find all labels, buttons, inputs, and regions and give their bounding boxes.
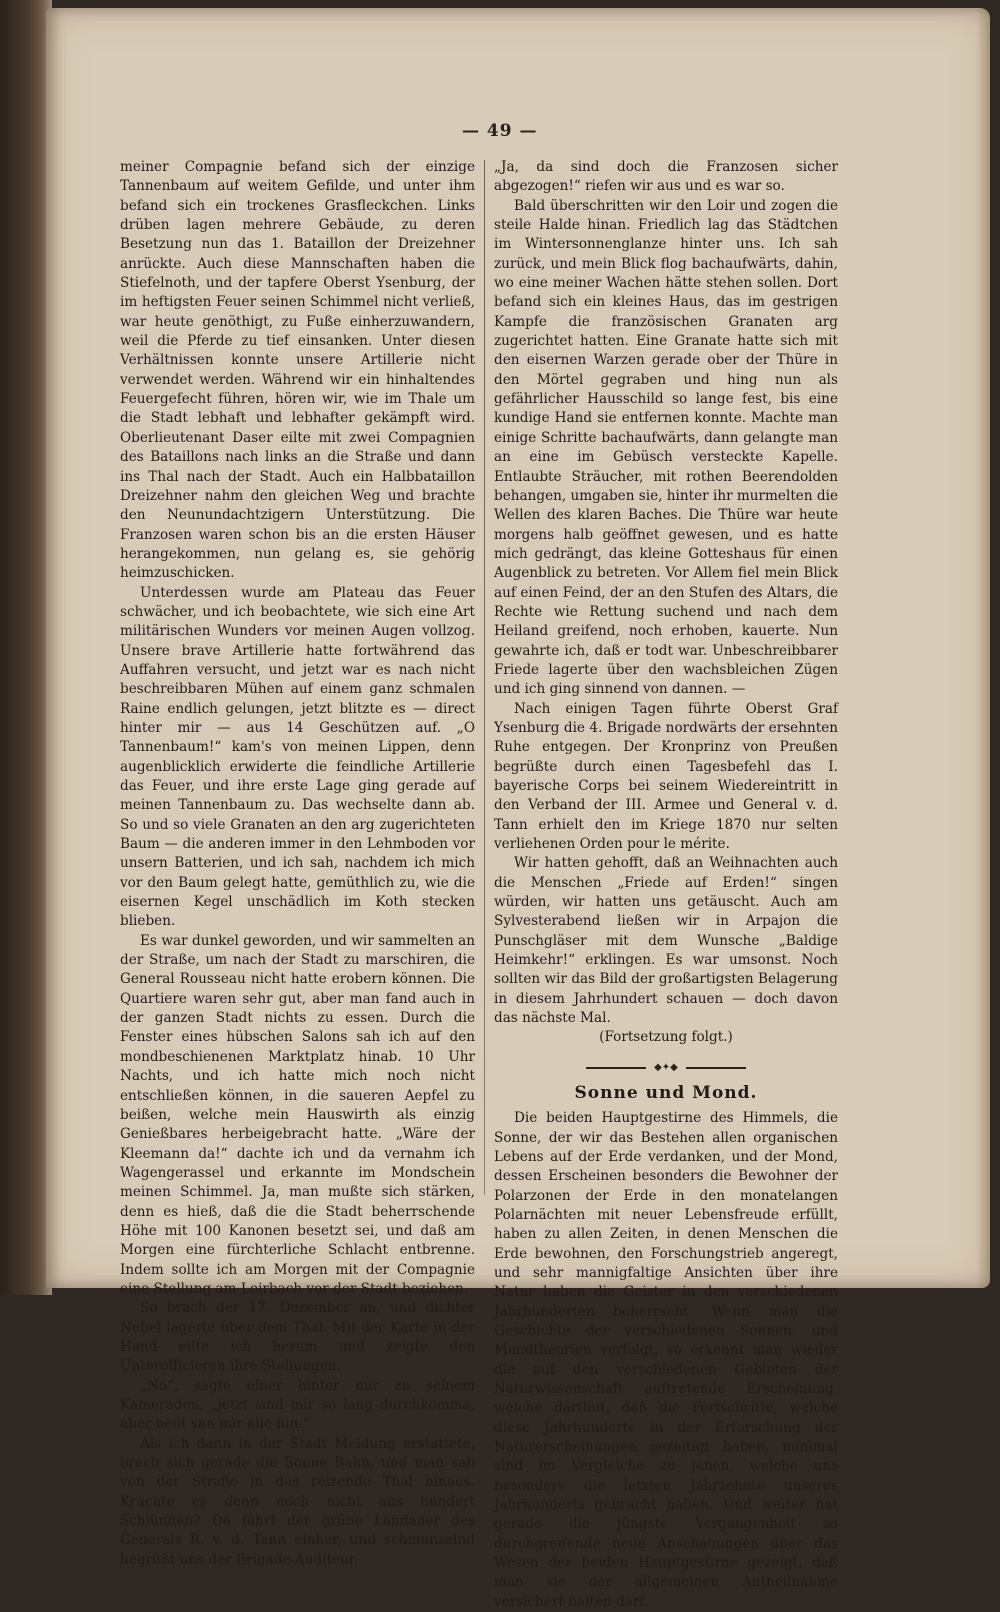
left-paragraph-1: meiner Compagnie befand sich der einzige Tannenbaum auf weitem Gefilde, und unter ihm befand sich ein trockenes Grasfleckchen. Links drüben lagen mehrere Gebäude, zu deren Besetzung nun das 1. Bataillon der Dreizehner anrückte. Auch diese Mannschaften haben die Stiefelnoth, und der tapfere Oberst Ysenburg, der im heftigsten Feuer seinen Schimmel nicht verließ, war heute genöthigt, zu Fuße einherzuwandern, weil die Pferde zu tief einsanken. Unter diesen Verhältnissen konnte unsere Artillerie nicht verwendet werden. Während wir ein hinhaltendes Feuergefecht führen, hören wir, wie im Thale um die Stadt lebhaft und lebhafter gekämpft wird. Oberlieutenant Daser eilte mit zwei Compagnien des Bataillons nach links an die Straße und dann ins Thal nach der Stadt. Auch ein Halbbataillon Dreizehner nahm den gleichen Weg und brachte den Neunundachtzigern Unterstützung. Die Franzosen waren schon bis an die ersten Häuser herangekommen, nun gelang es, sie gehörig heimzuschicken. [120, 159, 475, 582]
left-paragraph-6: Als ich dann in der Stadt Meldung erstattete, brach sich gerade die Sonne Bahn, und man sah von der Straße in das reizende Thal hinaus. Krachte es denn noch nicht aus hundert Schlünden? Da fährt der grüne Landauer des Generals R. v. d. Tann einher, und schmunzelnd begrüßt uns der Brigade-Auditeur. [120, 1435, 475, 1568]
left-paragraph-5: „No“, sagte einer hinter mir zu seinem Kameraden, „jetzt sind mir so lang durchkomma, aber heut san mir alle hin.“ [120, 1377, 475, 1433]
left-paragraph-4: So brach der 17. Dezember an, und dichter Nebel lagerte über dem Thal. Mit der Karte in der Hand eilte ich herum und zeigte den Unterofficieren ihre Stellungen. [120, 1300, 475, 1375]
right-paragraph-1: „Ja, da sind doch die Franzosen sicher abgezogen!“ riefen wir aus und es war so. [494, 159, 838, 195]
right-paragraph-2: Bald überschritten wir den Loir und zogen die steile Halde hinan. Friedlich lag das Städtchen im Wintersonnenglanze hinter uns. Ich sah zurück, und mein Blick flog bachaufwärts, dahin, wo eine meiner Wachen hätte stehen sollen. Dort befand sich ein kleines Haus, das im gestrigen Kampfe die französischen Granaten arg zugerichtet hatten. Eine Granate hatte sich mit den eisernen Warzen gerade ober der Thüre in den Mörtel gegraben und hing nun als gefährlicher Hausschild so lange fest, bis eine kundige Hand sie entfernen konnte. Machte man einige Schritte bachaufwärts, dann gelangte man an eine im Gebüsch versteckte Kapelle. Entlaubte Sträucher, mit rothen Beerendolden behangen, umgaben sie, hinter ihr murmelten die Wellen des klaren Baches. Die Thüre war heute morgens halb geöffnet gewesen, und es hatte mich gedrängt, das kleine Gotteshaus für einen Augenblick zu betreten. Vor Allem fiel mein Blick auf einen Feind, der an den Stufen des Altars, die Rechte wie Rettung suchend und nach dem Heiland greifend, noch erhoben, kauerte. Nun gewahrte ich, daß er todt war. Unbeschreibbarer Friede lagerte über den wachsbleichen Zügen und ich ging sinnend von dannen. — [494, 197, 838, 698]
section-paragraph-1: Die beiden Hauptgestirne des Himmels, die Sonne, der wir das Bestehen allen organischen Lebens auf der Erde verdanken, und der Mond, dessen Erscheinen besonders die Bewohner der Polarzonen der Erde in den monatelangen Polarnächten mit neuer Lebensfreude erfüllt, haben zu allen Zeiten, in denen Menschen die Erde bewohnen, den Forschungstrieb angeregt, und sehr mannigfaltige Ansichten über ihre Natur haben die Geister in den verschiedenen Jahrhunderten beherrscht. Wenn man die Geschichte der verschiedenen Sonnen- und Mondtheorien verfolgt, so erkennt man wieder die auf den verschiedenen Gebieten der Naturwissenschaft auftretende Erscheinung, welche darthut, daß die Fortschritte, welche diese Jahrhunderte in der Erforschung der Naturerscheinungen gezeitigt haben, minimal sind im Vergleiche zu jenen, welche uns besonders die letzten Jahrzehnte unseres Jahrhunderts gebracht haben. Und weiter hat gerade die jüngste Vergangenheit so durchgreifende neue Anschauungen über das Wesen der beiden Hauptgestirne gezeigt, daß man sie der allgemeinen Antheilnahme versichert halten darf. [494, 1110, 838, 1610]
section-ornament [586, 1062, 746, 1074]
left-column [120, 158, 475, 1570]
continued-note: (Fortsetzung folgt.) [599, 1029, 733, 1046]
page-edge-shadow [976, 8, 990, 1288]
ornament-rule-right [686, 1067, 746, 1069]
page-number: — 49 — [462, 121, 538, 141]
book-spine [0, 0, 52, 1295]
right-column [494, 158, 838, 1612]
right-paragraph-3: Nach einigen Tagen führte Oberst Graf Ysenburg die 4. Brigade nordwärts der ersehnten Ruhe entgegen. Der Kronprinz von Preußen begrüßte durch einen Tagesbefehl das I. bayerische Corps bei seinem Wiedereintritt in den Verband der III. Armee und General v. d. Tann erhielt den im Kriege 1870 nur selten verliehenen Orden pour le mérite. [494, 700, 838, 853]
column-divider [484, 160, 485, 1195]
left-paragraph-3: Es war dunkel geworden, und wir sammelten an der Straße, um nach der Stadt zu marschiren, die General Rousseau nicht hatte erobern können. Die Quartiere waren sehr gut, aber man fand auch in der ganzen Stadt nichts zu essen. Durch die Fenster eines hübschen Salons sah ich auf den mondbeschienenen Marktplatz hinab. 10 Uhr Nachts, und ich hatte mich noch nicht entschließen können, in die saueren Aepfel zu beißen, welche mein Hauswirth als einzig Genießbares herbeigebracht hatte. „Wäre der Kleemann da!“ dachte ich und da vernahm ich Wagengerassel und erkannte im Mondschein meinen Schimmel. Ja, man mußte sich stärken, denn es hieß, daß die die Stadt beherrschende Höhe mit 100 Kanonen besetzt sei, und daß am Morgen eine fürchterliche Schlacht entbrenne. Indem sollte ich am Morgen mit der Compagnie eine Stellung am Loirbach vor der Stadt beziehen. [120, 932, 475, 1297]
right-paragraph-4: Wir hatten gehofft, daß an Weihnachten auch die Menschen „Friede auf Erden!“ singen würden, wir hatten uns getäuscht. Auch am Sylvesterabend ließen wir in Arpajon die Punschgläser mit dem Wunsche „Baldige Heimkehr!“ erklingen. Es war umsonst. Noch sollten wir das Bild der großartigsten Belagerung in diesem Jahrhundert schauen — doch davon das nächste Mal. [494, 855, 838, 1027]
left-paragraph-2: Unterdessen wurde am Plateau das Feuer schwächer, und ich beobachtete, wie sich eine Art militärischen Wunders vor meinen Augen vollzog. Unsere brave Artillerie hatte fortwährend das Auffahren versucht, und jetzt war es nach nicht beschreibbaren Mühen auf einem ganz schmalen Raine endlich gelungen, jetzt blitzte es — direct hinter mir — aus 14 Geschützen auf. „O Tannenbaum!“ kam's von meinen Lippen, denn augenblicklich erwiderte die feindliche Artillerie das Feuer, und ihre erste Lage ging gerade auf meinen Tannenbaum zu. Das wechselte dann ab. So und so viele Granaten an den arg zugerichteten Baum — die anderen immer in den Lehmboden vor unsern Batterien, und ich sah, nachdem ich mich vor den Baum gelegt hatte, gemüthlich zu, wie die eisernen Kegel unschädlich im Koth stecken blieben. [120, 584, 475, 930]
section-title: Sonne und Mond. [574, 1082, 758, 1103]
ornament-flourish-icon: ◆✦◆ [654, 1061, 678, 1073]
ornament-rule-left [586, 1067, 646, 1069]
